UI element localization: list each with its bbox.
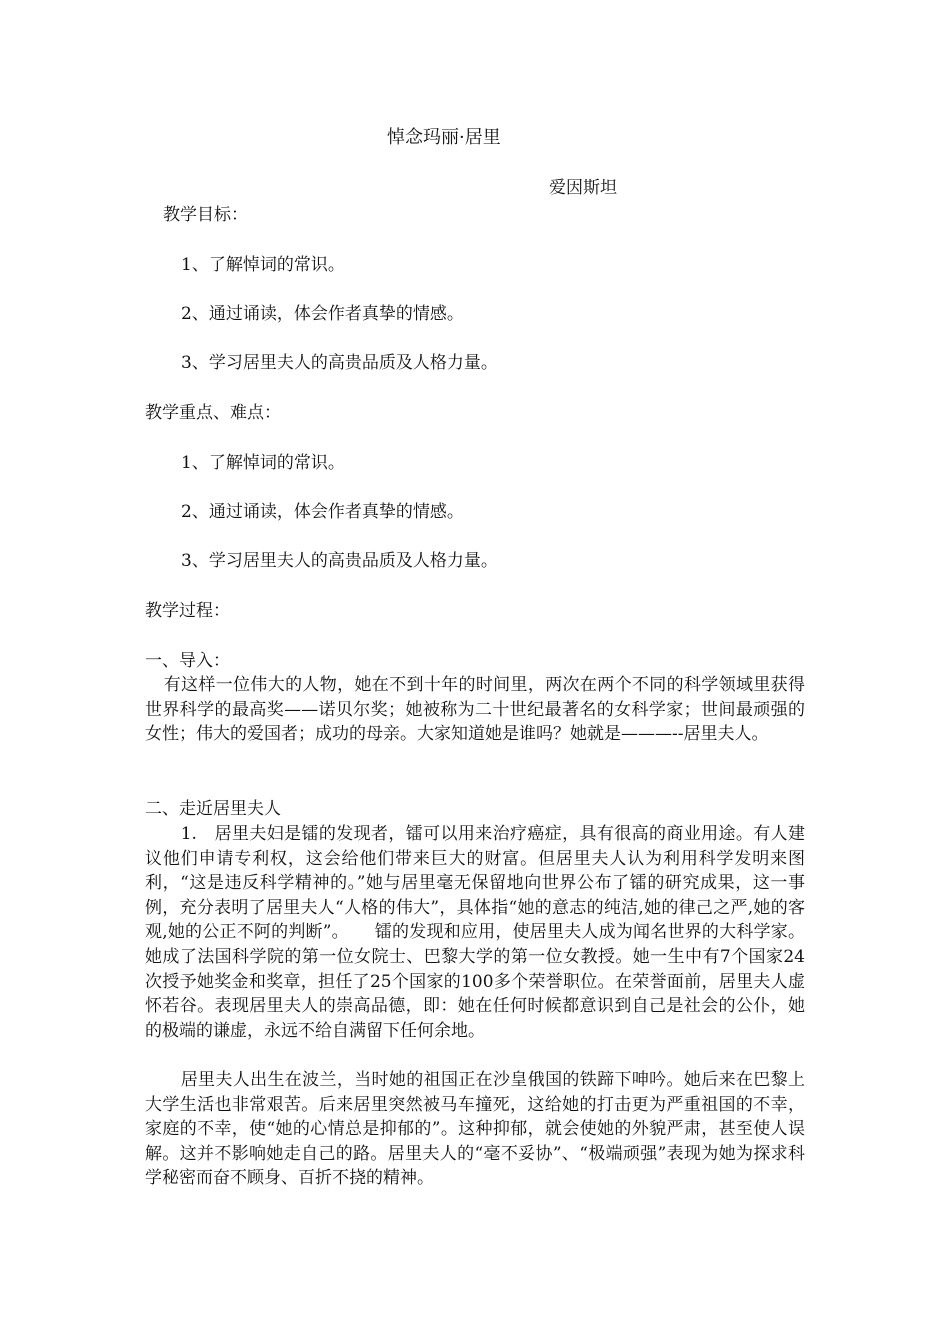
section-2-paragraph-2: 居里夫人出生在波兰，当时她的祖国正在沙皇俄国的铁蹄下呻吟。她后来在巴黎上大学生活也非常艰苦。后来居里突然被马车撞死，这给她的打击更为严重祖国的不幸，家庭的不幸，使“她的心情总是抑郁的”。这种抑郁，就会使她的外貌严肃，甚至使人误解。这并不影响她走自己的路。居里夫人的“毫不妥协”、“极端顽强”表现为她为探求科学秘密而奋不顾身、百折不挠的精神。 [145, 1070, 805, 1189]
goal-item-2: 2、通过诵读，体会作者真挚的情感。 [181, 304, 464, 324]
keypoint-item-2: 2、通过诵读，体会作者真挚的情感。 [181, 502, 464, 522]
goal-item-1: 1、了解悼词的常识。 [181, 255, 345, 275]
section-2-paragraph-1: 1. 居里夫妇是镭的发现者，镭可以用来治疗癌症，具有很高的商业用途。有人建议他们申请专利权，这会给他们带来巨大的财富。但居里夫人认为利用科学发明来图利，“这是违反科学精神的。”她与居里毫无保留地向世界公布了镭的研究成果，这一事例，充分表明了居里夫人“人格的伟大”，具体指“她的意志的纯洁,她的律己之严,她的客观,她的公正不阿的判断”。 镭的发现和应用，使居里夫人成为闻名世界的大科学家。她成了法国科学院的第一位女院士、巴黎大学的第一位女教授。她一生中有7个国家24次授予她奖金和奖章，担任了25个国家的100多个荣誉职位。在荣誉面前，居里夫人虚怀若谷。表现居里夫人的崇高品德，即：她在任何时候都意识到自己是社会的公仆，她的极端的谦虚，永远不给自满留下任何余地。 [145, 824, 805, 1041]
section-2-heading: 二、走近居里夫人 [145, 799, 281, 819]
goals-heading: 教学目标： [163, 205, 248, 225]
keypoints-heading: 教学重点、难点： [145, 403, 281, 423]
goal-item-3: 3、学习居里夫人的高贵品质及人格力量。 [181, 353, 498, 373]
process-heading: 教学过程： [145, 601, 230, 621]
document-author: 爱因斯坦 [549, 178, 617, 198]
section-1-paragraph: 有这样一位伟大的人物，她在不到十年的时间里，两次在两个不同的科学领域里获得世界科学的最高奖——诺贝尔奖；她被称为二十世纪最著名的女科学家；世间最顽强的女性；伟大的爱国者；成功的母亲。大家知道她是谁吗？她就是———--居里夫人。 [145, 675, 805, 745]
document-title: 悼念玛丽·居里 [387, 127, 501, 148]
keypoint-item-3: 3、学习居里夫人的高贵品质及人格力量。 [181, 551, 498, 571]
section-1-heading: 一、导入： [145, 651, 230, 671]
keypoint-item-1: 1、了解悼词的常识。 [181, 453, 345, 473]
